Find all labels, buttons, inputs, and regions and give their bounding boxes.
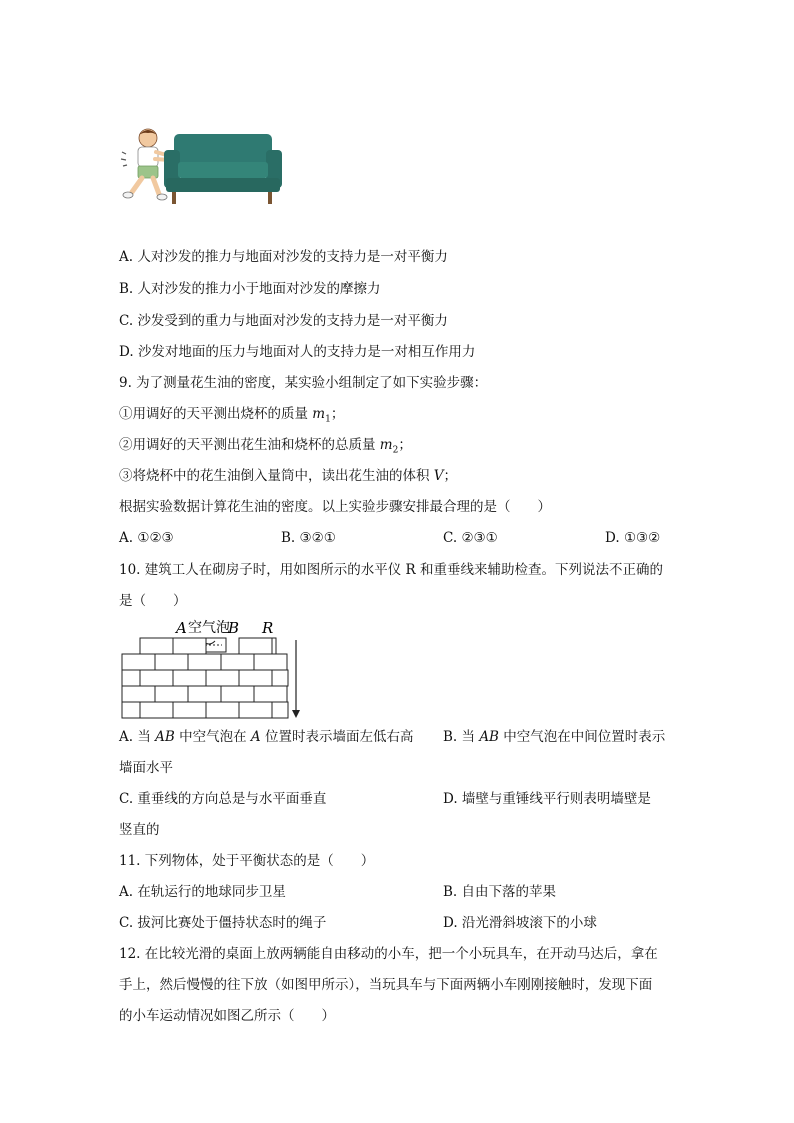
brick	[140, 638, 173, 654]
q10-stem-line-1: 10. 建筑工人在砌房子时，用如图所示的水平仪 R 和重垂线来辅助检查。下列说法不正确的	[119, 562, 664, 578]
figure-label-bubble: 空气泡	[188, 620, 230, 636]
brick	[206, 702, 239, 718]
brick	[173, 702, 206, 718]
q12-line-3: 的小车运动情况如图乙所示（ ）	[119, 1008, 335, 1024]
q11-option-c: C. 拔河比赛处于僵持状态时的绳子	[119, 915, 327, 931]
brick	[254, 686, 287, 702]
brick	[239, 670, 272, 686]
q12-line-2: 手上，然后慢慢的往下放（如图甲所示），当玩具车与下面两辆小车刚刚接触时，发现下面	[119, 977, 653, 993]
q10-option-c: C. 重垂线的方向总是与水平面垂直	[119, 791, 327, 807]
figure-label-a: A	[176, 619, 187, 637]
q12-line-1: 12. 在比较光滑的桌面上放两辆能自由移动的小车，把一个小玩具车，在开动马达后，拿在	[119, 946, 658, 962]
brick	[221, 686, 254, 702]
brick	[140, 670, 173, 686]
q9-step-2: ②用调好的天平测出花生油和烧杯的总质量 $m_2$；	[119, 437, 412, 456]
motion-lines-icon	[121, 152, 127, 166]
brick	[122, 654, 155, 670]
q10-option-b-line-1: B. 当 AB 中空气泡在中间位置时表示	[443, 729, 666, 745]
brick	[122, 686, 155, 702]
q9-option-c: C. ②③①	[443, 530, 498, 546]
brick	[122, 702, 140, 718]
q8-option-a: A. 人对沙发的推力与地面对沙发的支持力是一对平衡力	[119, 249, 448, 265]
brick	[155, 686, 188, 702]
brick	[272, 702, 288, 718]
brick	[239, 702, 272, 718]
brick-wall	[122, 638, 288, 718]
level-brick-wall-figure	[118, 614, 308, 722]
brick	[188, 686, 221, 702]
q9-question: 根据实验数据计算花生油的密度。以上实验步骤安排最合理的是（ ）	[119, 499, 551, 515]
brick	[188, 654, 221, 670]
brick	[272, 670, 288, 686]
brick	[122, 670, 140, 686]
sofa-push-illustration	[118, 126, 284, 210]
q11-option-a: A. 在轨运行的地球同步卫星	[119, 884, 286, 900]
q8-option-b: B. 人对沙发的推力小于地面对沙发的摩擦力	[119, 281, 381, 297]
brick	[206, 670, 239, 686]
q9-option-a: A. ①②③	[119, 530, 174, 546]
brick	[173, 638, 206, 654]
figure-label-r: R	[262, 619, 274, 637]
q9-option-b: B. ③②①	[281, 530, 336, 546]
q11-option-d: D. 沿光滑斜坡滚下的小球	[443, 915, 597, 931]
brick	[221, 654, 254, 670]
q9-step-1: ①用调好的天平测出烧杯的质量 $m_1$；	[119, 406, 345, 425]
q10-option-a: A. 当 AB 中空气泡在 A 位置时表示墙面左低右高	[119, 729, 414, 745]
q11-stem: 11. 下列物体，处于平衡状态的是（ ）	[119, 853, 375, 869]
brick	[155, 654, 188, 670]
brick	[254, 654, 287, 670]
q10-option-d-line-2: 竖直的	[119, 822, 160, 838]
q9-step-3: ③将烧杯中的花生油倒入量筒中，读出花生油的体积 V；	[119, 468, 458, 484]
q8-option-c: C. 沙发受到的重力与地面对沙发的支持力是一对平衡力	[119, 313, 448, 329]
brick	[140, 702, 173, 718]
brick	[239, 638, 272, 654]
boy-figure	[123, 129, 170, 200]
brick	[173, 670, 206, 686]
q10-option-b-line-2: 墙面水平	[119, 760, 173, 776]
figure-label-b: B	[228, 619, 240, 637]
sofa-figure	[164, 134, 282, 204]
q11-option-b: B. 自由下落的苹果	[443, 884, 557, 900]
q9-stem: 9. 为了测量花生油的密度，某实验小组制定了如下实验步骤：	[119, 375, 488, 391]
plumb-arrow-icon	[292, 710, 300, 718]
brick	[272, 638, 276, 654]
q10-stem-line-2: 是（ ）	[119, 593, 187, 609]
q9-option-d: D. ①③②	[605, 530, 661, 546]
q8-option-d: D. 沙发对地面的压力与地面对人的支持力是一对相互作用力	[119, 344, 476, 360]
q10-option-d-line-1: D. 墙壁与重锤线平行则表明墙壁是	[443, 791, 651, 807]
